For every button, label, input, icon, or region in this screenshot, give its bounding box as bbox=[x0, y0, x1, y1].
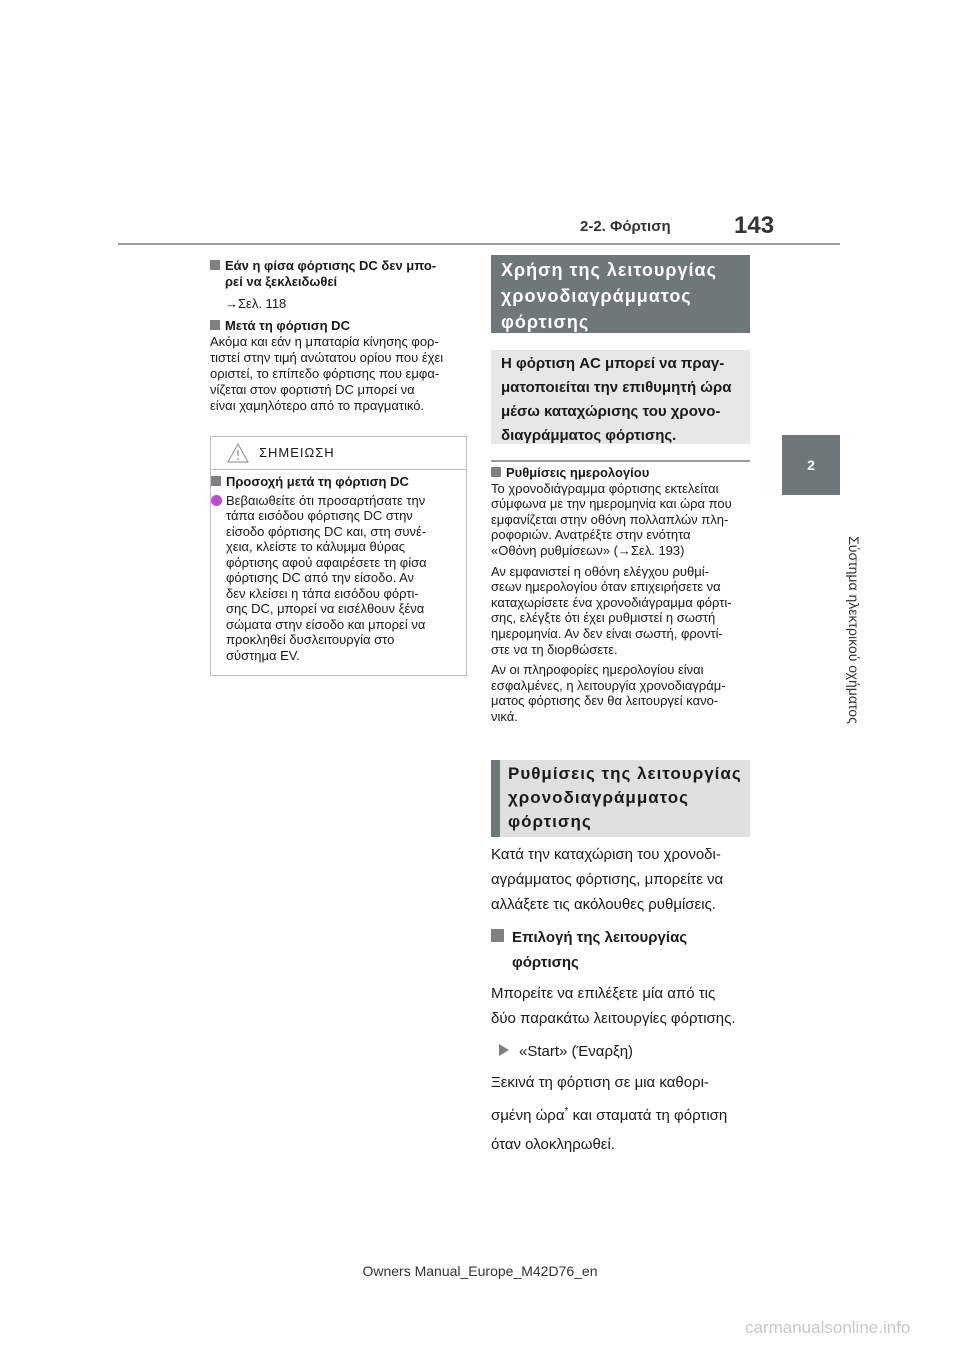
section-title-line: Ρυθμίσεις της λειτουργίας bbox=[508, 764, 742, 783]
intro-box bbox=[491, 350, 750, 444]
mode-item-start: «Start» (Έναρξη) bbox=[491, 1039, 753, 1064]
chapter-tab[interactable]: 2 bbox=[782, 435, 840, 495]
note-line: σης DC, μπορεί να εισέλθουν ξένα bbox=[226, 601, 425, 616]
intro-line: διαγράμματος φόρτισης. bbox=[501, 427, 677, 444]
intro-line: ματοποιείται την επιθυμητή ώρα bbox=[501, 379, 732, 396]
section-title-line: φόρτισης bbox=[508, 812, 592, 831]
warning-triangle-icon bbox=[227, 443, 249, 463]
note-box bbox=[210, 436, 467, 676]
section-title-line: χρονοδιαγράμματος bbox=[508, 788, 690, 807]
body-line: Αν οι πληροφορίες ημερολογίου είναι bbox=[491, 662, 704, 678]
intro-line: μέσω καταχώρισης του χρονο- bbox=[501, 403, 721, 420]
body-line: στε να τη διορθώσετε. bbox=[491, 641, 618, 657]
body-line: σμένη ώρα* και σταματά τη φόρτιση bbox=[491, 1106, 728, 1124]
intro-line: Η φόρτιση AC μπορεί να πραγ- bbox=[501, 355, 725, 372]
body-line: Μπορείτε να επιλέξετε μία από τις bbox=[491, 985, 716, 1002]
body-line: Το χρονοδιάγραμμα φόρτισης εκτελείται bbox=[491, 480, 719, 496]
footnote-marker: * bbox=[564, 1106, 569, 1117]
section-title-line: φόρτισης bbox=[501, 312, 590, 332]
footer-text: Owners Manual_Europe_M42D76_en bbox=[362, 1263, 598, 1279]
body-line: εσφαλμένες, η λειτουργία χρονοδιαγράμ- bbox=[491, 677, 726, 693]
section-title-line: χρονοδιαγράμματος bbox=[501, 286, 692, 306]
left-section-after-dc bbox=[210, 318, 468, 414]
section-title-box-settings bbox=[491, 760, 750, 837]
body-line: όταν ολοκληρωθεί. bbox=[491, 1136, 615, 1153]
body-line: σεων ημερολογίου όταν επιχειρήσετε να bbox=[491, 579, 721, 595]
body-line: δύο παρακάτω λειτουργίες φόρτισης. bbox=[491, 1010, 736, 1027]
body-line: καταχωρίσετε ένα χρονοδιάγραμμα φόρτι- bbox=[491, 594, 732, 610]
body-line: Κατά την καταχώριση του χρονοδι- bbox=[491, 846, 721, 863]
square-bullet-icon bbox=[491, 929, 504, 942]
body-line: ματος φόρτισης δεν θα λειτουργεί κανο- bbox=[491, 693, 719, 709]
note-line: σώματα στην είσοδο και μπορεί να bbox=[226, 616, 426, 632]
heading-mode: Επιλογή της λειτουργίας bbox=[491, 925, 753, 950]
heading-unlock-cont: ρεί να ξεκλειδωθεί bbox=[225, 274, 338, 289]
square-bullet-icon bbox=[210, 320, 220, 330]
heading-after-dc: Μετά τη φόρτιση DC bbox=[210, 318, 468, 334]
watermark: carmanualsonline.info bbox=[745, 1318, 911, 1337]
body-line: οριστεί, το επίπεδο φόρτισης που εμφα- bbox=[210, 366, 440, 381]
body-line: εμφανίζεται στην οθόνη πολλαπλών πλη- bbox=[491, 511, 729, 527]
body-line: τιστεί στην τιμή ανώτατου ορίου που έχει bbox=[210, 350, 444, 365]
calendar-settings-section bbox=[491, 465, 753, 725]
body-line: νικά. bbox=[491, 708, 518, 724]
square-bullet-icon bbox=[210, 260, 220, 270]
note-line: τάπα εισόδου φόρτισης DC στην bbox=[226, 508, 413, 523]
section-divider bbox=[491, 460, 750, 462]
page-number: 143 bbox=[734, 212, 775, 239]
section-title-line: Χρήση της λειτουργίας bbox=[501, 260, 717, 280]
note-line: δεν κλείσει η τάπα εισόδου φόρτι- bbox=[226, 585, 419, 601]
note-heading: Προσοχή μετά τη φόρτιση DC bbox=[211, 474, 466, 490]
heading-mode-cont: φόρτισης bbox=[512, 954, 579, 971]
body-line: Αν εμφανιστεί η οθόνη ελέγχου ρυθμί- bbox=[491, 563, 709, 579]
body-line: είναι χαμηλότερο από το πραγματικό. bbox=[210, 398, 425, 413]
settings-section bbox=[491, 842, 753, 1157]
note-title: ΣΗΜΕΙΩΣΗ bbox=[259, 445, 335, 460]
chapter-title: Σύστημα ηλεκτρικού οχήματος bbox=[846, 536, 862, 724]
note-line: προκληθεί δυσλειτουργία στο bbox=[226, 632, 395, 647]
note-line: φόρτισης αφού αφαιρέσετε τη φίσα bbox=[226, 554, 427, 570]
body-line: σης, ελέγξτε ότι έχει ρυθμιστεί η σωστή bbox=[491, 610, 716, 626]
circle-bullet-icon bbox=[211, 495, 222, 506]
note-line: Βεβαιωθείτε ότι προσαρτήσατε την bbox=[211, 493, 466, 509]
triangle-bullet-icon bbox=[499, 1044, 509, 1056]
square-bullet-icon bbox=[211, 476, 221, 486]
body-line: ημερομηνία. Αν δεν είναι σωστή, φροντί- bbox=[491, 625, 723, 641]
page-ref-link[interactable]: →Σελ. 118 bbox=[225, 296, 287, 311]
body-line: αγράμματος φόρτισης, μπορείτε να bbox=[491, 871, 724, 888]
body-line: αλλάξετε τις ακόλουθες ρυθμίσεις. bbox=[491, 896, 716, 913]
body-line: νίζεται στον φορτιστή DC μπορεί να bbox=[210, 382, 415, 397]
body-line: Ξεκινά τη φόρτιση σε μια καθορι- bbox=[491, 1074, 709, 1091]
square-bullet-icon bbox=[491, 467, 501, 477]
note-line: φόρτισης DC από την είσοδο. Αν bbox=[226, 570, 415, 585]
body-line: σύμφωνα με την ημερομηνία και ώρα που bbox=[491, 496, 732, 512]
note-line: σύστημα EV. bbox=[226, 647, 300, 663]
body-line: «Οθόνη ρυθμίσεων» (→Σελ. 193) bbox=[491, 542, 685, 558]
left-section-unlock bbox=[210, 258, 468, 312]
body-line: Ακόμα και εάν η μπαταρία κίνησης φορ- bbox=[210, 334, 439, 349]
note-line: χεια, κλείστε το κάλυμμα θύρας bbox=[226, 539, 406, 554]
header-divider bbox=[118, 243, 840, 245]
body-line: ροφοριών. Ανατρέξτε στην ενότητα bbox=[491, 527, 691, 543]
heading-unlock: Εάν η φίσα φόρτισης DC δεν μπο- bbox=[210, 258, 468, 274]
heading-calendar: Ρυθμίσεις ημερολογίου bbox=[491, 465, 753, 481]
section-title-box bbox=[491, 255, 750, 333]
note-header bbox=[211, 437, 466, 470]
section-title: 2-2. Φόρτιση bbox=[580, 218, 671, 235]
note-line: είσοδο φόρτισης DC και, στη συνέ- bbox=[226, 523, 427, 539]
